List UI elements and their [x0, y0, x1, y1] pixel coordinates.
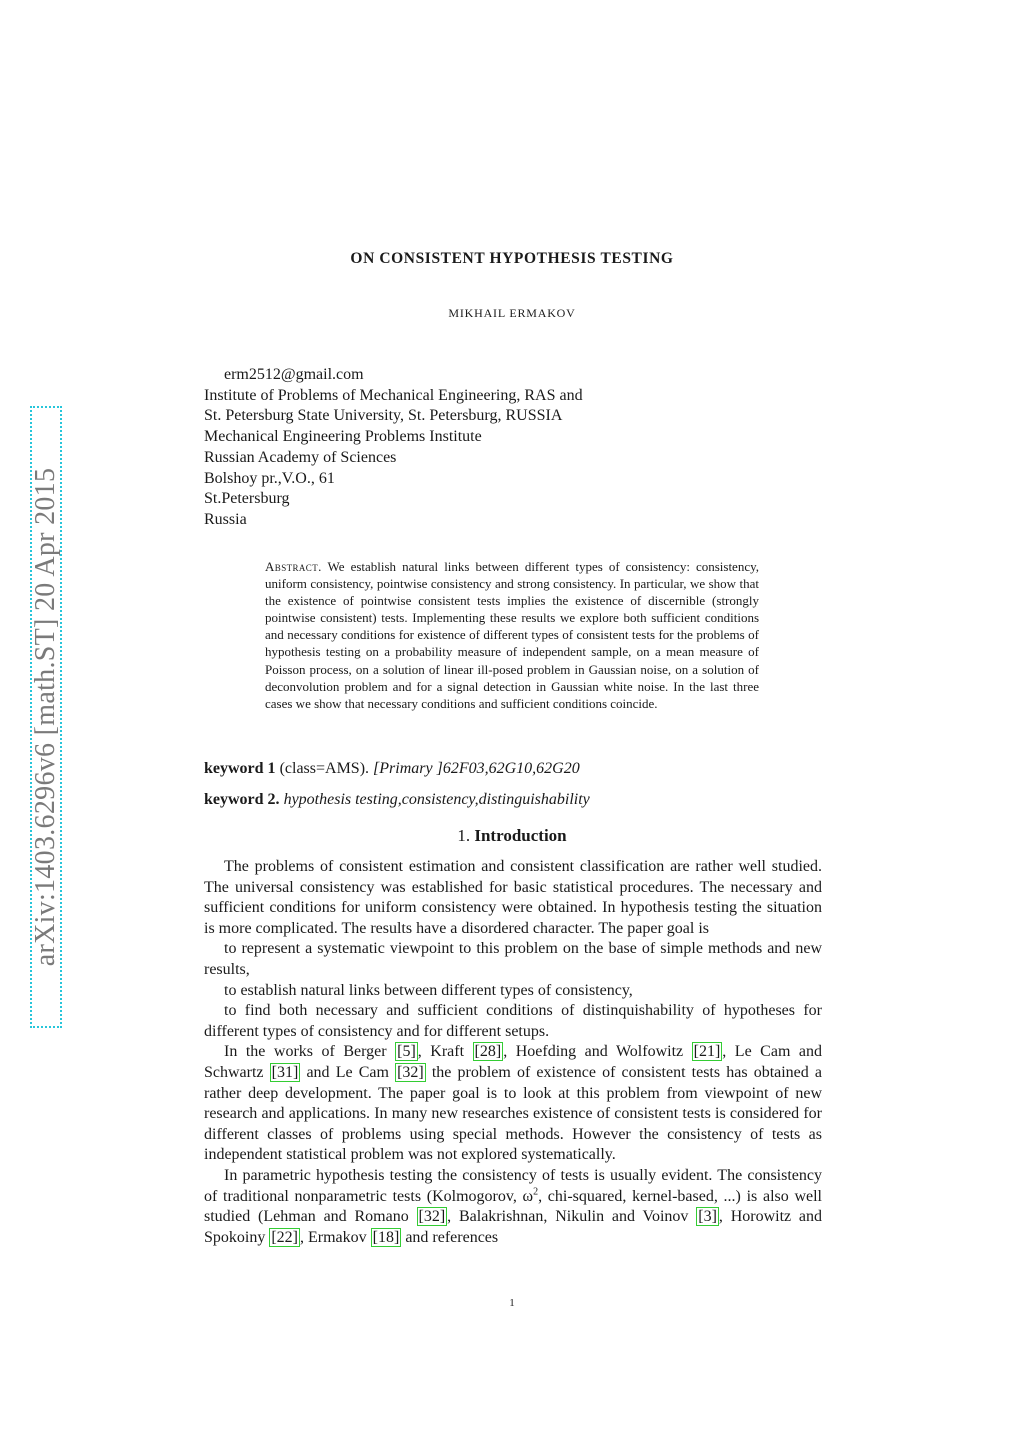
keyword-2	[204, 791, 590, 809]
text-run: , Hoefding and Wolfowitz	[503, 1043, 684, 1061]
address-line: Russia	[204, 510, 247, 528]
text-run: and references	[401, 1228, 499, 1246]
text-run: , Horowitz and Spokoiny	[204, 1208, 823, 1246]
text-run: , Balakrishnan, Nikulin and Voinov	[447, 1208, 689, 1226]
paragraph: to establish natural links between different types of consistency,	[224, 981, 633, 999]
abstract	[265, 558, 759, 712]
address-line: St. Petersburg State University, St. Petersburg, RUSSIA	[204, 407, 563, 425]
address-line: Russian Academy of Sciences	[204, 448, 397, 466]
paragraph	[204, 1166, 822, 1248]
section-heading	[0, 826, 1024, 846]
text-run: , Kraft	[417, 1043, 465, 1061]
author-address	[204, 365, 804, 531]
author-email[interactable]: erm2512@gmail.com	[224, 366, 364, 383]
address-line: St.Petersburg	[204, 490, 290, 508]
superscript: 2	[533, 1186, 539, 1198]
page-number: 1	[509, 1297, 515, 1309]
keyword-2-value: hypothesis testing,consistency,distinguishability	[283, 791, 590, 808]
abstract-heading: Abstract.	[265, 559, 322, 574]
citation-link[interactable]: [18]	[372, 1228, 400, 1246]
keyword-1-class: (class=AMS).	[279, 760, 370, 777]
text-run: the problem of existence of consistent tests has obtained a rather deep development. The paper goal is to look at this problem from viewpoint of new research and applications. In many new researches existence of consistent tests is considered for different classes of problems using special methods. However the consistency of tests as independent statistical problem was not explored systematically.	[204, 1063, 823, 1164]
paragraph: to find both necessary and sufficient conditions of distinquishability of hypotheses for different types of consistency and for different setups.	[204, 1002, 822, 1040]
paragraph	[204, 1042, 822, 1166]
text-run: In parametric hypothesis testing the consistency of tests is usually evident. The consistency of traditional nonparametric tests (Kolmogorov, ω	[204, 1166, 822, 1205]
text-run: , Le Cam and Schwartz	[204, 1043, 822, 1081]
keyword-1-value: [Primary ]62F03,62G10,62G20	[373, 760, 580, 777]
citation-link[interactable]: [32]	[397, 1063, 424, 1081]
text-run: In the works of Berger	[224, 1043, 387, 1061]
section-title: Introduction	[474, 826, 567, 845]
address-line: Institute of Problems of Mechanical Engineering, RAS and	[204, 386, 583, 404]
section-number: 1.	[457, 826, 471, 845]
citation-link[interactable]: [32]	[418, 1208, 446, 1226]
author-name: MIKHAIL ERMAKOV	[448, 306, 576, 320]
paper-title: ON CONSISTENT HYPOTHESIS TESTING	[350, 250, 674, 267]
citation-link[interactable]: [22]	[271, 1228, 298, 1246]
citation-link[interactable]: [21]	[693, 1043, 721, 1061]
text-run: and Le Cam	[300, 1063, 389, 1081]
citation-link[interactable]: [28]	[474, 1043, 502, 1061]
text-run: , Ermakov	[300, 1228, 367, 1246]
citation-link[interactable]: [3]	[698, 1208, 717, 1226]
paragraph: to represent a systematic viewpoint to this problem on the base of simple methods and new results,	[204, 940, 822, 978]
keyword-1	[204, 760, 580, 778]
keyword-1-label: keyword 1	[204, 760, 276, 777]
text-run: , chi-squared, kernel-based, ...) is also well studied (Lehman and Romano	[204, 1187, 822, 1226]
keyword-2-label: keyword 2.	[204, 791, 280, 808]
arxiv-stamp	[30, 406, 62, 1028]
paragraph: The problems of consistent estimation and consistent classification are rather well studied. The universal consistency was established for basic statistical procedures. The necessary and sufficient conditions for uniform consistency were obtained. In hypothesis testing the situation is more complicated. The results have a disordered character. The paper goal is	[204, 858, 822, 937]
citation-link[interactable]: [31]	[271, 1063, 299, 1081]
citation-link[interactable]: [5]	[397, 1043, 416, 1061]
address-line: Mechanical Engineering Problems Institute	[204, 428, 482, 446]
body-text	[204, 857, 822, 1248]
arxiv-id: arXiv:1403.6296v6 [math.ST] 20 Apr 2015	[30, 467, 61, 967]
abstract-text: We establish natural links between different types of consistency: consistency, uniform consistency, pointwise consistency and strong consistency. In particular, we show that the existence of pointwise consistent tests implies the existence of discernible (strongly pointwise consistent) tests. Implementing these results we explore both sufficient conditions and necessary conditions for existence of different types of consistent tests for the problems of hypothesis testing on a probability measure of independent sample, on a mean measure of Poisson process, on a solution of linear ill-posed problem in Gaussian noise, on a solution of deconvolution problem and for a signal detection in Gaussian white noise. In the last three cases we show that necessary conditions and sufficient conditions coincide.	[265, 559, 760, 711]
address-line: Bolshoy pr.,V.O., 61	[204, 469, 335, 487]
